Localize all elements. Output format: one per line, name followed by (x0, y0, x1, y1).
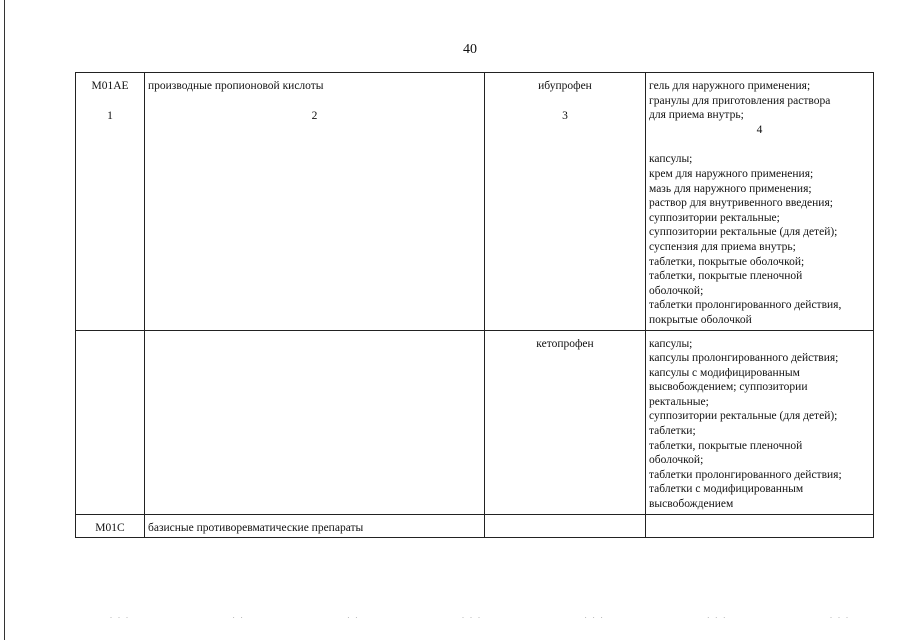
dosage-forms-cell (646, 514, 874, 538)
scan-dot: . . . (584, 611, 605, 620)
page-number: 40 (463, 42, 477, 57)
dosage-form: суппозитории ректальные; (649, 211, 780, 224)
atc-code-cell (76, 73, 145, 331)
scan-dot: . . . (829, 611, 850, 620)
drug-name: кетопрофен (536, 337, 594, 350)
group-name: производные пропионовой кислоты (148, 80, 324, 92)
dosage-form: гель для наружного применения; (649, 80, 811, 92)
dosage-form: покрытые оболочкой (649, 313, 752, 326)
dosage-form: мазь для наружного применения; (649, 182, 812, 195)
drug-table (75, 72, 874, 538)
dosage-form: гранулы для приготовления раствора (649, 94, 831, 107)
dosage-form: оболочкой; (649, 284, 704, 297)
scan-artifacts (110, 611, 850, 620)
dosage-form: капсулы; (649, 337, 693, 350)
dosage-form: оболочкой; (649, 454, 704, 467)
scan-dot: . . (232, 611, 245, 620)
dosage-form: таблетки, покрытые оболочкой; (649, 255, 805, 268)
column-number-4: 4 (756, 123, 763, 136)
atc-code-cell: M01C (76, 514, 145, 538)
inn-cell (485, 514, 646, 538)
dosage-form: суппозитории ректальные (для детей); (649, 410, 838, 423)
dosage-form: таблетки; (649, 425, 696, 438)
dosage-form: для приема внутрь; (649, 109, 744, 122)
atc-code: M01AE (91, 80, 129, 92)
page-edge-line (4, 0, 5, 640)
scan-dot: . . . (707, 611, 728, 620)
dosage-form: ректальные; (649, 395, 709, 408)
dosage-form: таблетки, покрытые пленочной (649, 439, 803, 452)
drug-name: ибупрофен (538, 80, 592, 92)
column-number-3: 3 (562, 109, 568, 122)
dosage-form: капсулы пролонгированного действия; (649, 352, 839, 365)
inn-cell (485, 73, 646, 331)
atc-code-cell (76, 330, 145, 514)
dosage-form: капсулы; (649, 153, 693, 166)
dosage-form: таблетки пролонгированного действия; (649, 468, 842, 481)
dosage-form: таблетки, покрытые пленочной (649, 270, 803, 283)
spacer (649, 137, 870, 152)
dosage-form: высвобождением; суппозитории (649, 381, 808, 394)
dosage-form: таблетки с модифицированным (649, 483, 804, 496)
dosage-forms-cell (646, 330, 874, 514)
table-row (76, 73, 874, 331)
dosage-form: суппозитории ректальные (для детей); (649, 226, 838, 239)
column-number-2: 2 (311, 109, 318, 122)
scan-dot: . . (347, 611, 360, 620)
dosage-form: капсулы с модифицированным (649, 366, 800, 379)
table-row (76, 330, 874, 514)
dosage-form: высвобождением (649, 498, 734, 511)
table-row (76, 514, 874, 538)
inn-cell (485, 330, 646, 514)
dosage-forms-cell (646, 73, 874, 331)
group-cell (145, 73, 485, 331)
scan-dot: . . . (110, 611, 130, 620)
column-number-1: 1 (107, 109, 113, 122)
group-cell: базисные противоревматические препараты (145, 514, 485, 538)
dosage-form: таблетки пролонгированного действия, (649, 299, 842, 312)
dosage-form: раствор для внутривенного введения; (649, 197, 833, 210)
group-cell (145, 330, 485, 514)
scan-dot: . . . (461, 611, 482, 620)
dosage-form: суспензия для приема внутрь; (649, 240, 796, 253)
dosage-form: крем для наружного применения; (649, 167, 814, 180)
